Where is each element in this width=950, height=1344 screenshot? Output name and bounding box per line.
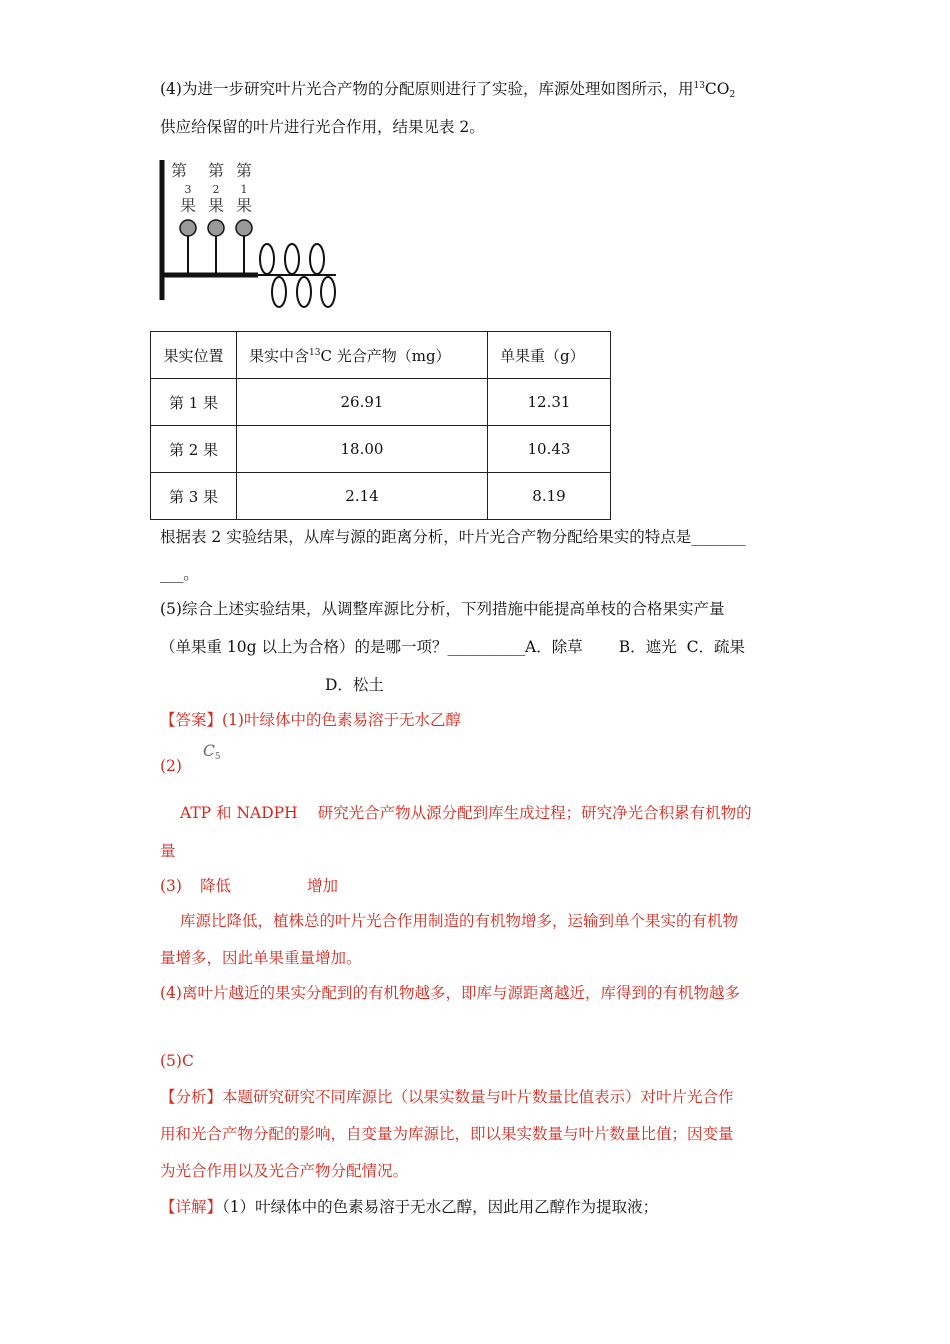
analysis-label: 【分析】 xyxy=(160,1088,223,1106)
q5-line2 xyxy=(160,637,745,657)
fruit-branch-diagram xyxy=(150,152,350,312)
cell-weight: 8.19 xyxy=(488,473,611,520)
fruit-1 xyxy=(236,220,252,236)
fruit-2 xyxy=(208,220,224,236)
analysis-line3: 为光合作用以及光合产物分配情况。 xyxy=(160,1162,409,1180)
header-fruit-weight: 单果重（g） xyxy=(488,332,611,379)
analysis-line2: 用和光合产物分配的影响，自变量为库源比，即以果实数量与叶片数量比值；因变量 xyxy=(160,1125,734,1143)
label-fruit-1-guo: 果 xyxy=(235,196,253,215)
leaf-upper-1 xyxy=(260,244,274,274)
cell-product: 2.14 xyxy=(237,473,488,520)
cell-position: 第 2 果 xyxy=(151,426,237,473)
q5-option-b: B．遮光 xyxy=(618,638,677,656)
answer-3-explain-1: 库源比降低，植株总的叶片光合作用制造的有机物增多，运输到单个果实的有机物 xyxy=(180,912,739,930)
table-row xyxy=(151,473,611,520)
results-table xyxy=(150,331,611,520)
table-row xyxy=(151,426,611,473)
q4-line2: 供应给保留的叶片进行光合作用，结果见表 2。 xyxy=(160,118,485,136)
answer-4: (4)离叶片越近的果实分配到的有机物越多，即库与源距离越近，库得到的有机物越多 xyxy=(160,984,740,1002)
label-fruit-1-di: 第 xyxy=(235,161,253,180)
label-fruit-2-di: 第 xyxy=(207,161,225,180)
answer-3-explain-2: 量增多，因此单果重量增加。 xyxy=(160,949,362,967)
q5-option-d: D．松土 xyxy=(325,676,384,694)
q4-line1: (4)为进一步研究叶片光合产物的分配原则进行了实验，库源处理如图所示，用$^{13}CO_2$ xyxy=(160,80,736,100)
q5-line1: (5)综合上述实验结果，从调整库源比分析，下列措施中能提高单枝的合格果实产量 xyxy=(160,600,725,618)
leaf-upper-3 xyxy=(310,244,324,274)
fruit-3 xyxy=(180,220,196,236)
analysis-line1: 【分析】本题研究研究不同库源比（以果实数量与叶片数量比值表示）对叶片光合作 xyxy=(160,1088,734,1106)
cell-position: 第 3 果 xyxy=(151,473,237,520)
q4-after-line2: ___。 xyxy=(160,565,199,583)
leaf-lower-2 xyxy=(297,277,311,307)
detail-label: 【详解】 xyxy=(160,1198,223,1216)
cell-weight: 12.31 xyxy=(488,379,611,426)
table-row xyxy=(151,379,611,426)
answer-line1 xyxy=(160,710,461,730)
detail-line1: 【详解】（1）叶绿体中的色素易溶于无水乙醇，因此用乙醇作为提取液； xyxy=(160,1198,659,1216)
answer-2-num: (2) xyxy=(160,757,182,775)
answer-2-line: ATP 和 NADPH 研究光合产物从源分配到库生成过程；研究净光合积累有机物的 xyxy=(180,804,752,822)
leaf-lower-1 xyxy=(272,277,286,307)
fruit-labels xyxy=(171,161,252,215)
q5-option-a: （单果重 10g 以上为合格）的是哪一项？__________A．除草 xyxy=(160,638,583,656)
header-13c-product: 果实中含$^{13}$C 光合产物（mg） xyxy=(237,332,488,379)
cell-product: 26.91 xyxy=(237,379,488,426)
answer-2-line-cont: 量 xyxy=(160,842,176,860)
header-fruit-position: 果实位置 xyxy=(151,332,237,379)
cell-product: 18.00 xyxy=(237,426,488,473)
leaf-upper-2 xyxy=(285,244,299,274)
label-fruit-1-num: 1 xyxy=(240,183,248,196)
leaf-lower-3 xyxy=(321,277,335,307)
answer-2-c5: $C_5$ xyxy=(203,742,221,762)
label-fruit-3-di: 第 xyxy=(170,161,188,180)
label-fruit-2-num: 2 xyxy=(212,183,220,196)
answer-label: 【答案】 xyxy=(160,711,223,729)
q4-after-line1: 根据表 2 实验结果，从库与源的距离分析，叶片光合产物分配给果实的特点是_______ xyxy=(160,528,746,546)
cell-position: 第 1 果 xyxy=(151,379,237,426)
q5-option-c: C．疏果 xyxy=(686,638,745,656)
answer-3-line: (3) 降低 增加 xyxy=(160,877,338,895)
cell-weight: 10.43 xyxy=(488,426,611,473)
label-fruit-3-num: 3 xyxy=(184,183,192,196)
answer-5: (5)C xyxy=(160,1052,194,1070)
table-header-row xyxy=(151,332,611,379)
label-fruit-2-guo: 果 xyxy=(207,196,225,215)
label-fruit-3-guo: 果 xyxy=(179,196,197,215)
answer-1: (1)叶绿体中的色素易溶于无水乙醇 xyxy=(222,711,461,729)
